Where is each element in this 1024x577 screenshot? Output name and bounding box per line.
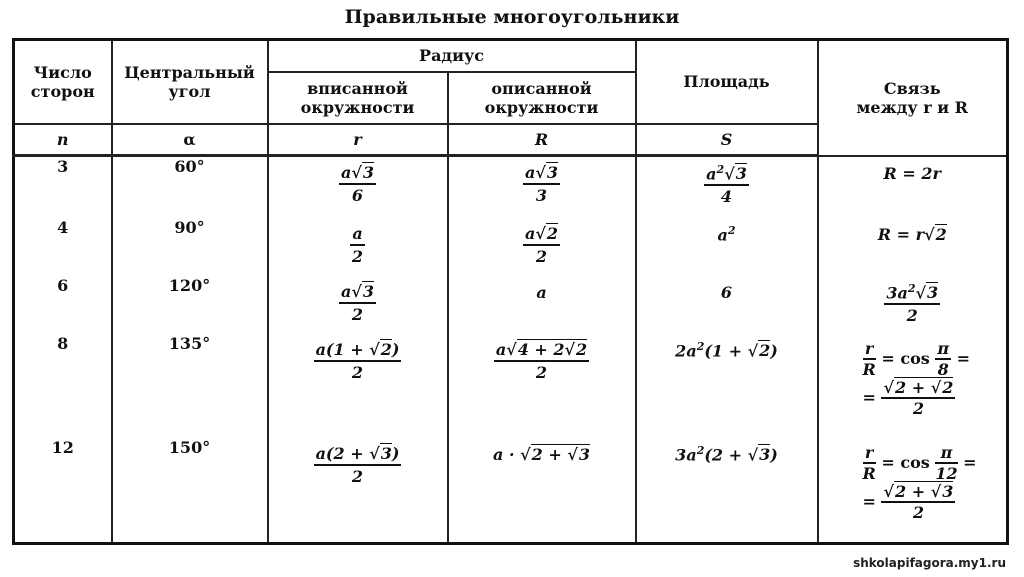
header-sides [14,40,112,124]
cell-relation: $\frac{3a^2√3}{2}$ [818,276,1008,334]
cell-angle: 120° [112,276,268,334]
symbol-R: R [448,124,636,156]
cell-angle: 90° [112,218,268,276]
cell-area: $\frac{a^2√3}{4}$ [636,156,818,218]
header-angle-l1: Центральный [124,62,255,82]
cell-angle: 135° [112,334,268,438]
header-angle-l2: угол [168,81,211,101]
header-inscribed-l1: вписанной [307,78,408,98]
watermark: shkolapifagora.my1.ru [853,556,1006,570]
cell-relation: R = 2r [818,156,1008,218]
cell-sides: 4 [14,218,112,276]
cell-inscribed-radius: $\frac{a√3}{2}$ [268,276,448,334]
header-inscribed-l2: окружности [300,97,415,117]
cell-sides: 8 [14,334,112,438]
cell-relation: R = r√2 [818,218,1008,276]
cell-inscribed-radius: $\frac{a(2 + √3)}{2}$ [268,438,448,544]
table-row [14,276,1008,334]
cell-circumscribed-radius: a · √2 + √3 [448,438,636,544]
header-inscribed [268,72,448,124]
header-sides-l2: сторон [30,81,95,101]
cell-inscribed-radius: $\frac{a(1 + √2)}{2}$ [268,334,448,438]
cell-angle: 150° [112,438,268,544]
header-relation-l2: между r и R [856,97,968,117]
cell-area: $a^2$ [636,218,818,276]
header-area: Площадь [636,40,818,124]
cell-sides: 6 [14,276,112,334]
document-title: Правильные многоугольники [344,6,680,28]
cell-circumscribed-radius: $\frac{a√2}{2}$ [448,218,636,276]
cell-inscribed-radius: $\frac{a}{2}$ [268,218,448,276]
header-relation [818,40,1008,156]
cell-relation: $\frac{r}{R}$ = cos $\frac{\pi}{8}$ = = $\frac{√2 + √2}{2}$ [818,334,1008,438]
cell-angle: 60° [112,156,268,218]
table-row [14,438,1008,544]
cell-circumscribed-radius: $\frac{a√3}{3}$ [448,156,636,218]
header-circumscribed-l1: описанной [491,78,592,98]
cell-inscribed-radius: $\frac{a√3}{6}$ [268,156,448,218]
header-circumscribed-l2: окружности [484,97,599,117]
polygons-table [12,38,1009,545]
symbol-r: r [268,124,448,156]
header-sides-l1: Число [33,62,92,82]
cell-area: 6 [636,276,818,334]
cell-circumscribed-radius: a [448,276,636,334]
header-angle [112,40,268,124]
cell-circumscribed-radius: $\frac{a√4 + 2√2}{2}$ [448,334,636,438]
table-row [14,334,1008,438]
cell-sides: 3 [14,156,112,218]
symbol-alpha: α [112,124,268,156]
symbol-S: S [636,124,818,156]
symbol-n: n [14,124,112,156]
cell-relation: $\frac{r}{R}$ = cos $\frac{\pi}{12}$ = = $\frac{√2 + √3}{2}$ [818,438,1008,544]
table-row [14,156,1008,218]
header-circumscribed [448,72,636,124]
header-radius: Радиус [268,40,636,72]
table-row [14,218,1008,276]
table-body [14,156,1008,544]
header-relation-l1: Связь [883,78,941,98]
cell-area: $2a^2(1 + √2)$ [636,334,818,438]
cell-sides: 12 [14,438,112,544]
cell-area: $3a^2(2 + √3)$ [636,438,818,544]
